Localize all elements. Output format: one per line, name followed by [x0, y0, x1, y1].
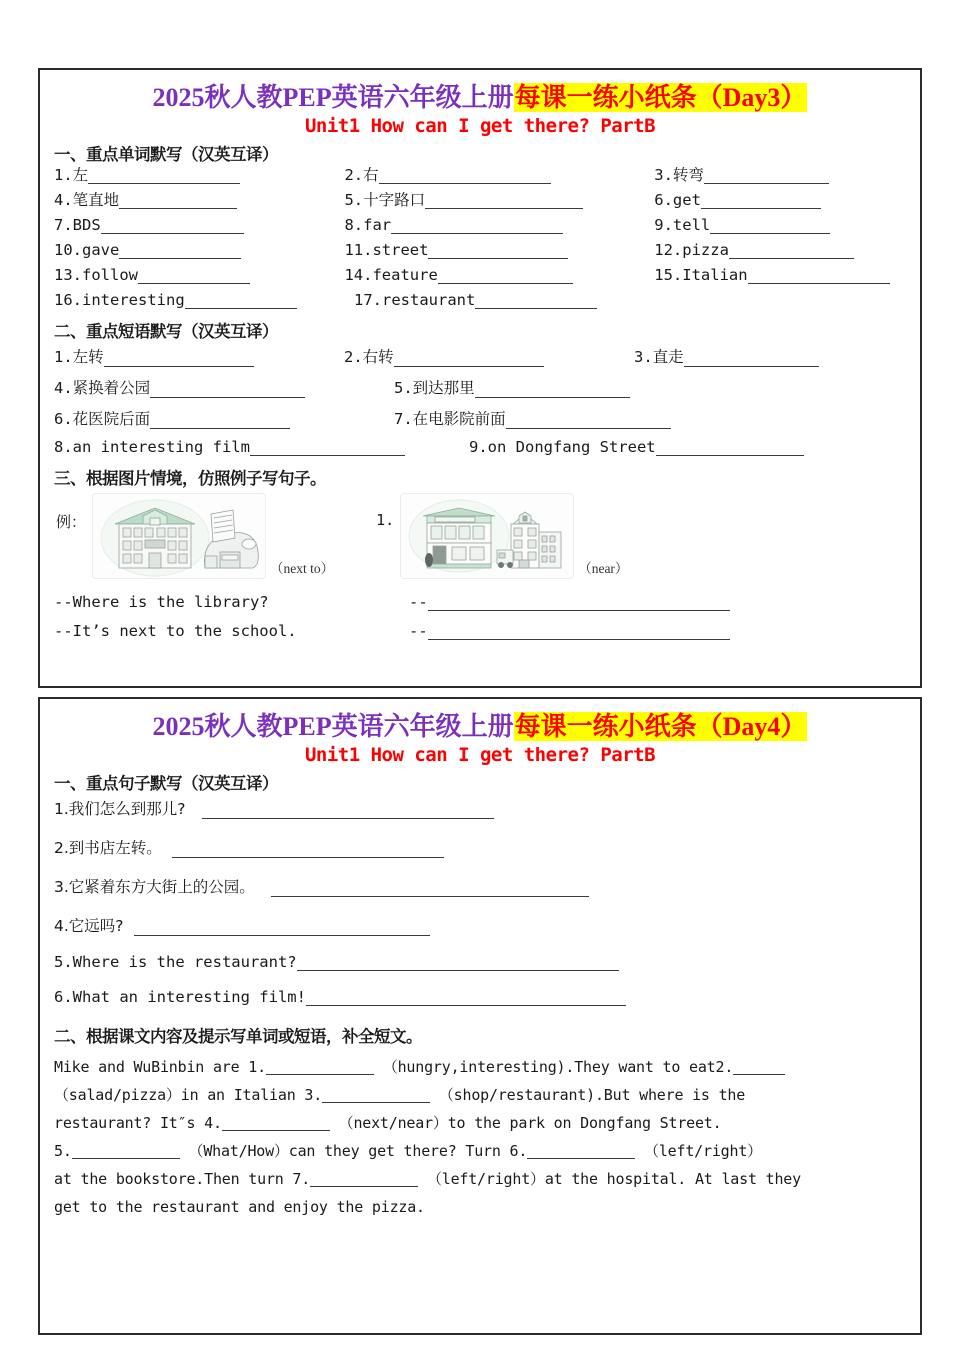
- passage-text: （left/right）at the hospital. At last they: [426, 1169, 801, 1188]
- word-item: [344, 218, 654, 234]
- word-blank[interactable]: [138, 268, 250, 284]
- phrase-blank[interactable]: [104, 351, 254, 367]
- word-blank[interactable]: [748, 268, 890, 284]
- day4-title: [54, 712, 906, 742]
- day3-section3-heading: 三、根据图片情境，仿照例子写句子。: [54, 468, 326, 488]
- cloze-blank-6[interactable]: [527, 1145, 635, 1159]
- phrase-label: 6.花医院后面: [54, 409, 151, 428]
- cloze-blank-4[interactable]: [222, 1117, 330, 1131]
- passage-text: at the bookstore.Then turn 7.: [54, 1169, 311, 1188]
- phrase-label: 4.紧换着公园: [54, 378, 151, 397]
- day3-section1-heading: 一、重点单词默写（汉英互译）: [54, 144, 278, 164]
- word-blank[interactable]: [710, 218, 830, 234]
- sentence-blank[interactable]: [306, 990, 626, 1006]
- word-blank[interactable]: [425, 193, 583, 209]
- qa-prompt: --Where is the library?: [54, 592, 269, 611]
- word-blank[interactable]: [101, 218, 244, 234]
- phrase-item: [54, 407, 394, 429]
- word-label: 16.interesting: [54, 291, 185, 310]
- word-item: [344, 168, 654, 184]
- word-label: 17.restaurant: [354, 291, 476, 310]
- phrase-blank[interactable]: [506, 413, 671, 429]
- phrase-row: [54, 407, 906, 429]
- example-caption: （next to）: [270, 560, 335, 576]
- phrase-blank[interactable]: [150, 382, 305, 398]
- passage-text: （What/How）can they get there? Turn 6.: [188, 1141, 528, 1160]
- phrase-blank[interactable]: [475, 382, 630, 398]
- word-item: [654, 268, 906, 284]
- word-item: [344, 193, 654, 209]
- sentence-blank[interactable]: [202, 803, 494, 819]
- item1-label: 1.: [376, 510, 395, 529]
- sentence-row: [54, 988, 906, 1006]
- passage-text: （salad/pizza）in an Italian 3.: [54, 1085, 323, 1104]
- cloze-blank-7[interactable]: [310, 1173, 418, 1187]
- sentence-blank[interactable]: [297, 955, 619, 971]
- word-item: [54, 218, 344, 234]
- phrase-item: [394, 376, 630, 398]
- word-label: 6.get: [654, 191, 701, 210]
- word-label: 12.pizza: [654, 241, 729, 260]
- day3-subtitle: Unit1 How can I get there? PartB: [304, 114, 656, 137]
- day3-section2-heading: 二、重点短语默写（汉英互译）: [54, 321, 278, 341]
- phrase-row: [54, 376, 906, 398]
- sentence-blank[interactable]: [134, 920, 430, 936]
- sentence-row: [54, 914, 906, 936]
- phrase-item: [394, 407, 671, 429]
- passage-text: get to the restaurant and enjoy the pizza.: [54, 1197, 425, 1216]
- word-label: 13.follow: [54, 266, 138, 285]
- word-item: [654, 168, 906, 184]
- item1-caption: （near）: [578, 560, 629, 576]
- word-item: [654, 218, 906, 234]
- word-row: [54, 268, 906, 284]
- phrase-row: [54, 438, 906, 456]
- word-blank[interactable]: [475, 293, 597, 309]
- picture-example-group: [54, 493, 334, 579]
- word-blank[interactable]: [428, 243, 568, 259]
- phrase-label: 5.到达那里: [394, 378, 475, 397]
- day4-title-prefix: 2025秋人教PEP英语六年级上册: [152, 712, 514, 741]
- passage-text: （next/near）to the park on Dongfang Street.: [338, 1113, 722, 1132]
- library-school-illustration: [92, 493, 266, 579]
- phrase-label: 8.an interesting film: [54, 437, 250, 456]
- phrase-item: [54, 438, 469, 456]
- qa-row: [54, 622, 906, 640]
- sentence-prompt: 5.Where is the restaurant?: [54, 952, 297, 971]
- worksheet-day4: [38, 697, 922, 1335]
- day3-title: [54, 83, 906, 113]
- word-row: [54, 218, 906, 234]
- word-item: [54, 293, 354, 309]
- word-item: [344, 268, 654, 284]
- qa-dash: --: [409, 621, 428, 640]
- sentence-row: [54, 797, 906, 819]
- cloze-blank-2[interactable]: [733, 1061, 785, 1075]
- word-blank[interactable]: [701, 193, 821, 209]
- picture-item1-group: [374, 493, 628, 579]
- word-label: 1.左: [54, 166, 89, 185]
- phrase-label: 1.左转: [54, 347, 104, 366]
- passage-text: 5.: [54, 1141, 72, 1160]
- sentence-prompt: 4.它远吗?: [54, 916, 124, 935]
- word-blank[interactable]: [704, 168, 829, 184]
- sentence-blank[interactable]: [172, 842, 444, 858]
- qa-prompt: --It’s next to the school.: [54, 621, 297, 640]
- sentence-row: [54, 953, 906, 971]
- word-label: 8.far: [344, 216, 392, 235]
- word-label: 14.feature: [344, 266, 438, 285]
- phrase-item: [634, 345, 819, 367]
- passage-text: （shop/restaurant).But where is the: [438, 1085, 746, 1104]
- shop-hospital-illustration: [400, 493, 574, 579]
- word-label: 3.转弯: [654, 166, 704, 185]
- day3-title-highlight: 每课一练小纸条（Day3）: [514, 83, 807, 112]
- phrase-label: 7.在电影院前面: [394, 409, 506, 428]
- day4-subtitle: Unit1 How can I get there? PartB: [304, 743, 656, 766]
- word-label: 4.笔直地: [54, 191, 120, 210]
- phrase-item: [54, 345, 344, 367]
- phrase-item: [344, 345, 634, 367]
- qa-dash: --: [409, 592, 428, 611]
- word-blank[interactable]: [88, 168, 240, 184]
- word-row: [54, 193, 906, 209]
- word-blank[interactable]: [185, 293, 297, 309]
- word-blank[interactable]: [119, 193, 237, 209]
- passage-text: （hungry,interesting).They want to eat2.: [382, 1057, 734, 1076]
- word-label: 7.BDS: [54, 216, 101, 235]
- word-item: [654, 193, 906, 209]
- cloze-blank-3[interactable]: [322, 1089, 430, 1103]
- word-label: 9.tell: [654, 216, 711, 235]
- day4-section2-heading: 二、根据课文内容及提示写单词或短语，补全短文。: [54, 1026, 422, 1046]
- qa-answer-blank[interactable]: [428, 595, 730, 611]
- qa-answer: [409, 622, 730, 640]
- sentence-row: [54, 875, 906, 897]
- word-item: [54, 193, 344, 209]
- sentence-blank[interactable]: [271, 881, 589, 897]
- word-row: [54, 168, 906, 184]
- example-qa-block: [54, 593, 906, 640]
- qa-row: [54, 593, 906, 611]
- day3-title-prefix: 2025秋人教PEP英语六年级上册: [152, 83, 514, 112]
- word-row: [54, 293, 906, 309]
- word-blank[interactable]: [391, 218, 563, 234]
- sentence-prompt: 1.我们怎么到那儿?: [54, 799, 186, 818]
- sentence-prompt: 3.它紧着东方大街上的公园。: [54, 877, 255, 896]
- word-item: [54, 168, 344, 184]
- word-label: 10.gave: [54, 241, 120, 260]
- word-blank[interactable]: [119, 243, 241, 259]
- word-row: [54, 243, 906, 259]
- phrase-blank[interactable]: [684, 351, 819, 367]
- picture-prompts: [54, 493, 906, 579]
- phrase-blank[interactable]: [250, 440, 405, 456]
- phrase-label: 2.右转: [344, 347, 394, 366]
- cloze-blank-5[interactable]: [72, 1145, 180, 1159]
- qa-answer-blank[interactable]: [428, 624, 730, 640]
- word-item: [654, 243, 906, 259]
- day4-title-highlight: 每课一练小纸条（Day4）: [514, 712, 807, 741]
- library-next-to-school-icon: [93, 494, 265, 578]
- phrase-blank[interactable]: [394, 351, 544, 367]
- phrase-item: [54, 376, 394, 398]
- phrase-row: [54, 345, 906, 367]
- word-label: 11.street: [344, 241, 429, 260]
- word-item: [54, 268, 344, 284]
- sentence-row: [54, 836, 906, 858]
- sentence-prompt: 2.到书店左转。: [54, 838, 162, 857]
- cloze-blank-1[interactable]: [266, 1061, 374, 1075]
- worksheet-day3: [38, 68, 922, 688]
- passage-text: restaurant? It″s 4.: [54, 1113, 222, 1132]
- word-item: [354, 293, 714, 309]
- phrase-label: 9.on Dongfang Street: [469, 437, 656, 456]
- phrase-blank[interactable]: [150, 413, 290, 429]
- sentence-prompt: 6.What an interesting film!: [54, 987, 306, 1006]
- phrase-item: [469, 438, 804, 456]
- word-blank[interactable]: [438, 268, 573, 284]
- cloze-passage: [54, 1053, 906, 1221]
- qa-answer: [409, 593, 730, 611]
- word-blank[interactable]: [379, 168, 551, 184]
- example-label: 例：: [56, 512, 87, 531]
- passage-text: Mike and WuBinbin are 1.: [54, 1057, 266, 1076]
- word-blank[interactable]: [729, 243, 854, 259]
- phrase-blank[interactable]: [656, 440, 804, 456]
- passage-text: （left/right）: [644, 1141, 762, 1160]
- shop-near-hospital-icon: [401, 494, 573, 578]
- day4-section1-heading: 一、重点句子默写（汉英互译）: [54, 773, 278, 793]
- word-item: [344, 243, 654, 259]
- phrase-label: 3.直走: [634, 347, 684, 366]
- word-label: 2.右: [344, 166, 379, 185]
- word-item: [54, 243, 344, 259]
- word-label: 5.十字路口: [344, 191, 426, 210]
- word-label: 15.Italian: [654, 266, 748, 285]
